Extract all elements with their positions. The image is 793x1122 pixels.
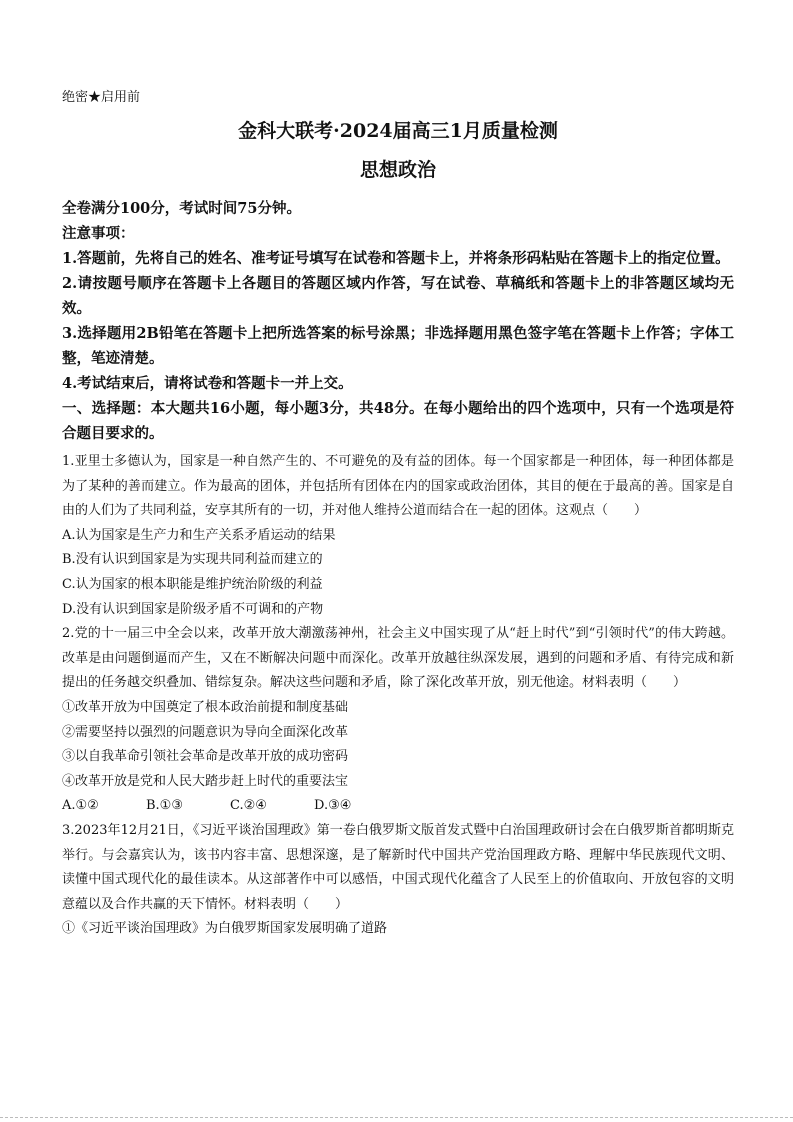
question-3-statement-1: ①《习近平谈治国理政》为白俄罗斯国家发展明确了道路 bbox=[62, 921, 388, 937]
score-time-line: 全卷满分100分，考试时间75分钟。 bbox=[62, 200, 301, 217]
question-2-stem: 2.党的十一届三中全会以来，改革开放大潮激荡神州，社会主义中国实现了从“赶上时代”到“引领时代”的伟大跨越。改革是由问题倒逼而产生，又在不断解决问题中而深化。改革开放越往纵深发展，遇到的问题和矛盾、有待完成和新提出的任务越交织叠加、错综复杂。解决这些问题和矛盾，除了深化改革开放，别无他途。材料表明（ ） bbox=[62, 626, 734, 691]
question-2-statement-2: ②需要坚持以强烈的问题意识为导向全面深化改革 bbox=[62, 724, 349, 740]
question-1-stem: 1.亚里士多德认为，国家是一种自然产生的、不可避免的及有益的团体。每一个国家都是一种团体，每一种团体都是为了某种的善而建立。作为最高的团体，并包括所有团体在内的国家或政治团体，其目的便在于最高的善。国家是自由的人们为了共同利益，安享其所有的一切，并对他人维持公道而结合在一起的团体。这观点（ ） bbox=[62, 454, 734, 519]
question-2-option-a: A.①② bbox=[62, 798, 99, 814]
question-1-option-b: B.没有认识到国家是为实现共同利益而建立的 bbox=[62, 552, 323, 568]
question-1-option-a: A.认为国家是生产力和生产关系矛盾运动的结果 bbox=[62, 527, 336, 543]
notice-item-4: 4.考试结束后，请将试卷和答题卡一并上交。 bbox=[62, 375, 353, 392]
section-1-heading: 一、选择题：本大题共16小题，每小题3分，共48分。在每小题给出的四个选项中，只有一个选项是符合题目要求的。 bbox=[62, 400, 734, 442]
question-2 bbox=[62, 622, 734, 819]
question-2-options bbox=[62, 794, 734, 819]
subject-title: 思想政治 bbox=[359, 159, 436, 181]
question-2-statement-4: ④改革开放是党和人民大踏步赶上时代的重要法宝 bbox=[62, 773, 349, 789]
notice-item-2: 2.请按题号顺序在答题卡上各题目的答题区域内作答，写在试卷、草稿纸和答题卡上的非答题区域均无效。 bbox=[62, 275, 734, 317]
question-1-option-c: C.认为国家的根本职能是维护统治阶级的利益 bbox=[62, 576, 323, 592]
notice-item-1: 1.答题前，先将自己的姓名、准考证号填写在试卷和答题卡上，并将条形码粘贴在答题卡上的指定位置。 bbox=[62, 250, 730, 267]
question-3-stem: 3.2023年12月21日，《习近平谈治国理政》第一卷白俄罗斯文版首发式暨中白治国理政研讨会在白俄罗斯首都明斯克举行。与会嘉宾认为，该书内容丰富、思想深邃，是了解新时代中国共产党治国理政方略、理解中华民族现代文明、读懂中国式现代化的最佳读本。从这部著作中可以感悟，中国式现代化蕴含了人民至上的价值取向、开放包容的文明意蕴以及合作共赢的天下情怀。材料表明（ ） bbox=[62, 822, 734, 912]
question-1-option-d: D.没有认识到国家是阶级矛盾不可调和的产物 bbox=[62, 601, 324, 617]
notice-heading: 注意事项： bbox=[62, 225, 135, 242]
question-2-option-b: B.①③ bbox=[146, 798, 183, 814]
exam-title: 金科大联考·2024届高三1月质量检测 bbox=[238, 120, 558, 142]
question-2-option-d: D.③④ bbox=[314, 798, 352, 814]
secret-mark: 绝密★启用前 bbox=[62, 90, 141, 105]
question-2-statement-1: ①改革开放为中国奠定了根本政治前提和制度基础 bbox=[62, 699, 349, 715]
question-2-statement-3: ③以自我革命引领社会革命是改革开放的成功密码 bbox=[62, 749, 349, 765]
exam-notice bbox=[62, 196, 734, 396]
question-3 bbox=[62, 819, 734, 942]
question-1 bbox=[62, 450, 734, 622]
exam-page bbox=[62, 88, 734, 942]
question-2-option-c: C.②④ bbox=[230, 798, 267, 814]
page-bottom-divider bbox=[0, 1117, 793, 1118]
notice-item-3: 3.选择题用2B铅笔在答题卡上把所选答案的标号涂黑；非选择题用黑色签字笔在答题卡上作答；字体工整，笔迹清楚。 bbox=[62, 325, 734, 367]
